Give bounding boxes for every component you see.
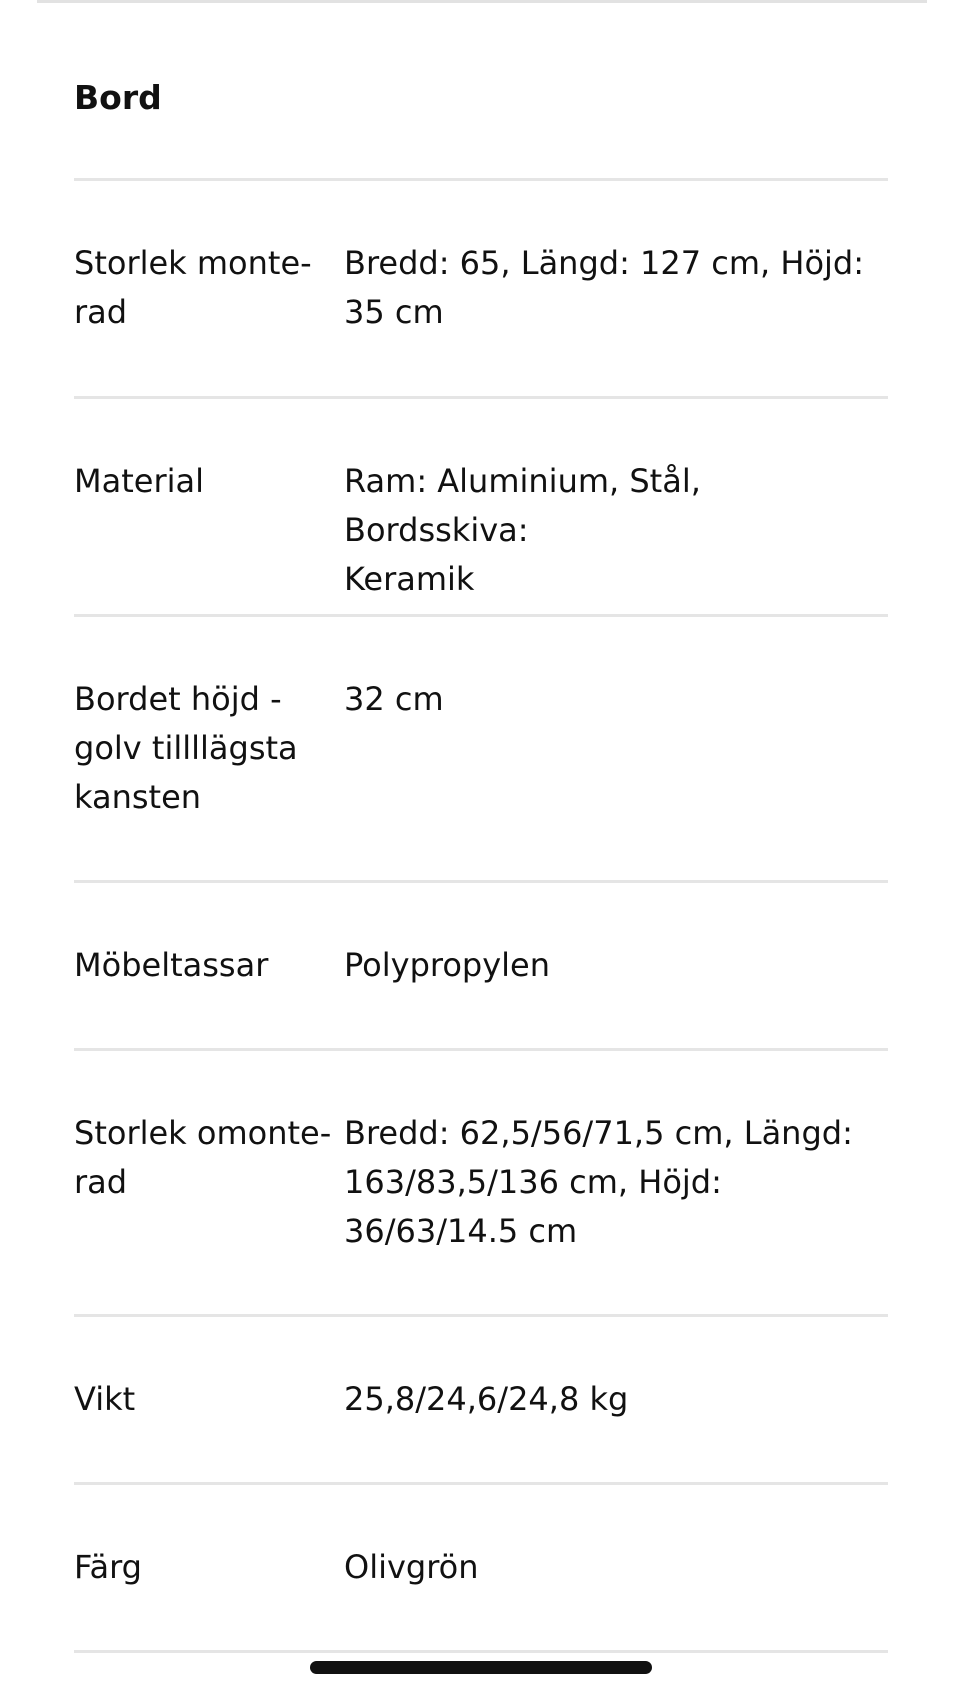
spec-value: Bredd: 65, Längd: 127 cm, Höjd: 35 cm: [344, 244, 865, 331]
spec-label: Färg: [74, 1548, 142, 1586]
top-divider: [37, 0, 927, 3]
spec-row-bordet-hojd: [74, 617, 888, 880]
spec-label: Storlek omonte- rad: [74, 1114, 332, 1201]
spec-row-material: [74, 399, 888, 614]
spec-label: Möbeltassar: [74, 946, 269, 984]
spec-row-mobeltassar: [74, 883, 888, 1048]
spec-row-storlek-omonterad: [74, 1051, 888, 1314]
spec-list: [74, 178, 888, 1653]
spec-label: Material: [74, 462, 204, 500]
spec-value: 25,8/24,6/24,8 kg: [344, 1380, 629, 1418]
spec-label: Vikt: [74, 1380, 136, 1418]
spec-value: 32 cm: [344, 680, 444, 718]
spec-label: Storlek monte- rad: [74, 244, 312, 331]
spec-value: Olivgrön: [344, 1548, 479, 1586]
spec-value: Ram: Aluminium, Stål, Bordsskiva: Keramik: [344, 462, 701, 598]
row-divider: [74, 1650, 888, 1653]
spec-row-farg: [74, 1485, 888, 1650]
spec-row-vikt: [74, 1317, 888, 1482]
spec-row-storlek-monterad: [74, 181, 888, 396]
spec-label: Bordet höjd - golv tillllägsta kansten: [74, 680, 298, 816]
section-title: Bord: [74, 78, 162, 117]
home-indicator[interactable]: [310, 1661, 652, 1674]
spec-value: Bredd: 62,5/56/71,5 cm, Längd: 163/83,5/136 cm, Höjd: 36/63/14.5 cm: [344, 1114, 853, 1250]
spec-value: Polypropylen: [344, 946, 551, 984]
